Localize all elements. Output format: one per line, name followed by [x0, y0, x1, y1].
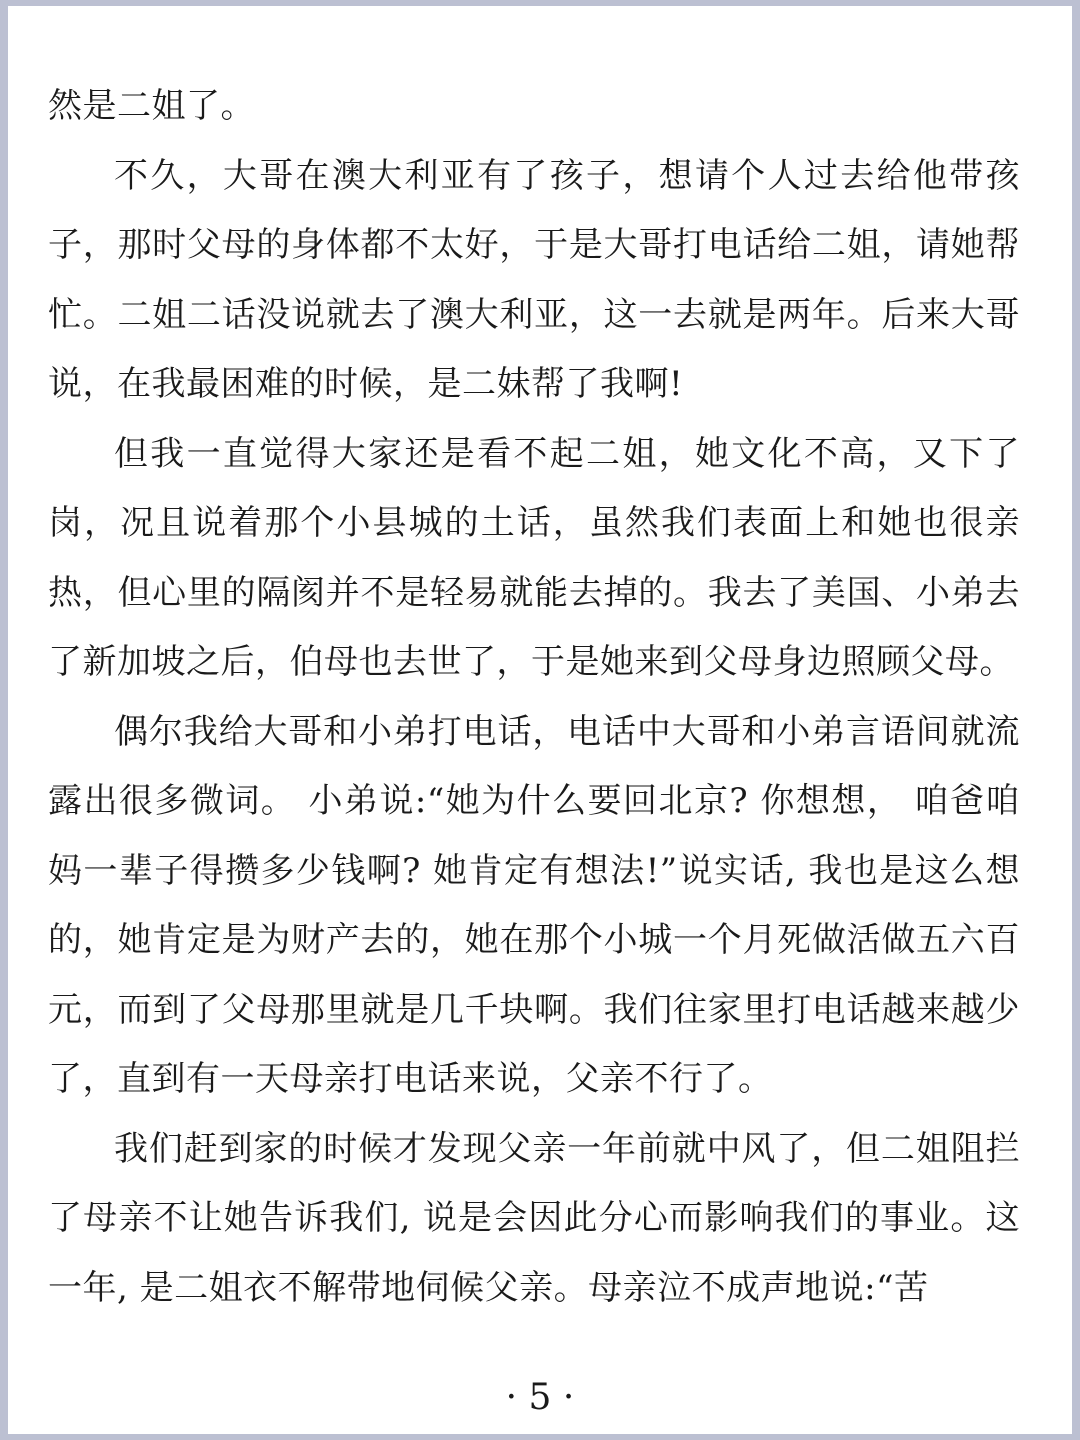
paragraph-2: 不久，大哥在澳大利亚有了孩子，想请个人过去给他带孩子，那时父母的身体都不太好，于是大哥打电话给二姐，请她帮忙。二姐二话没说就去了澳大利亚，这一去就是两年。后来大哥说，在我最困难的时候，是二妹帮了我啊! [48, 155, 1020, 404]
paragraph-4: 偶尔我给大哥和小弟打电话，电话中大哥和小弟言语间就流露出很多微词。 小弟说:“她为什么要回北京? 你想想， 咱爸咱妈一辈子得攒多少钱啊? 她肯定有想法!”说实话, 我也是这么想的，她肯定是为财产去的，她在那个小城一个月死做活做五六百元，而到了父母那里就是几千块啊。我们往家里打电话越来越少了，直到有一天母亲打电话来说，父亲不行了。 [48, 711, 1020, 1099]
paragraph-5: 我们赶到家的时候才发现父亲一年前就中风了，但二姐阻拦了母亲不让她告诉我们, 说是会因此分心而影响我们的事业。这一年, 是二姐衣不解带地伺候父亲。母亲泣不成声地说:“苦 [48, 1128, 1020, 1308]
document-body [48, 72, 1020, 1323]
paragraph-3: 但我一直觉得大家还是看不起二姐，她文化不高，又下了岗，况且说着那个小县城的土话，虽然我们表面上和她也很亲热，但心里的隔阂并不是轻易就能去掉的。我去了美国、小弟去了新加坡之后，伯母也去世了，于是她来到父母身边照顾父母。 [48, 433, 1020, 682]
document-page [8, 6, 1072, 1434]
page-number: · 5 · [505, 1377, 575, 1418]
paragraph-1: 然是二姐了。 [48, 86, 255, 126]
